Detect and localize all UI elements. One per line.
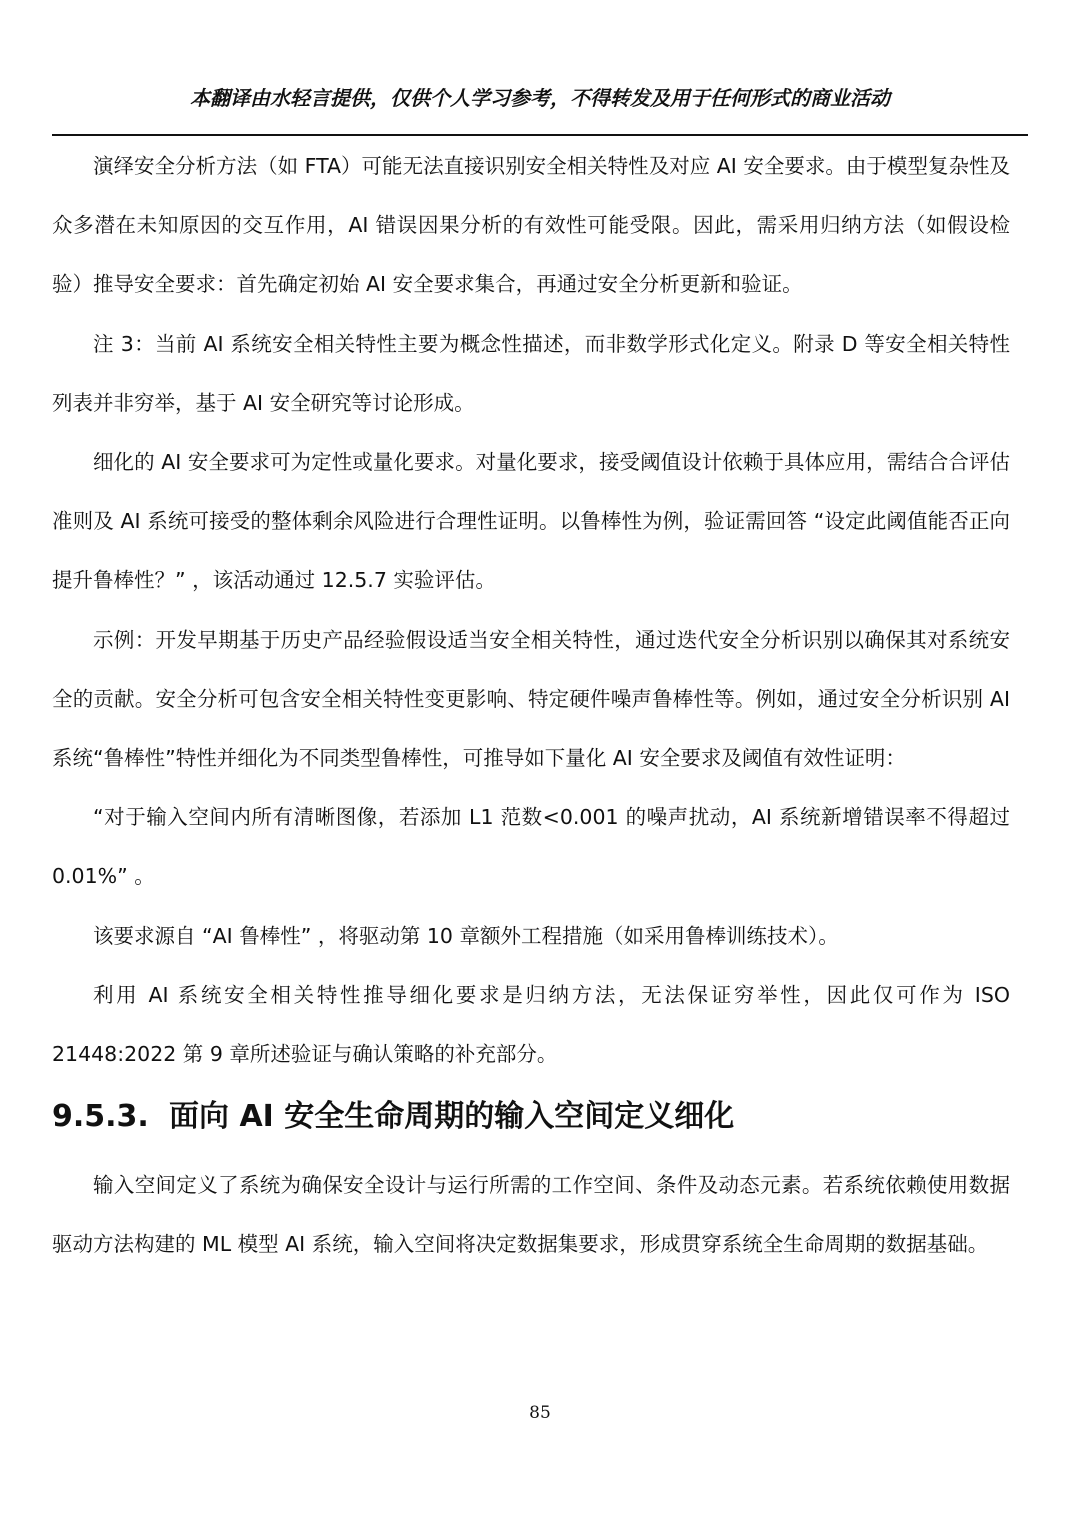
paragraph-quantitative-requirements: 细化的 AI 安全要求可为定性或量化要求。对量化要求，接受阈值设计依赖于具体应用，需结合合评估准则及 AI 系统可接受的整体剩余风险进行合理性证明。以鲁棒性为例，验证需回答 “设定此阈值能否正向提升鲁棒性？” ，该活动通过 12.5.7 实验评估。 [52,450,1010,593]
paragraph-deductive-methods: 演绎安全分析方法（如 FTA）可能无法直接识别安全相关特性及对应 AI 安全要求。由于模型复杂性及众多潜在未知原因的交互作用，AI 错误因果分析的有效性可能受限。因此，需采用归纳方法（如假设检验）推导安全要求：首先确定初始 AI 安全要求集合，再通过安全分析更新和验证。 [52,154,1010,297]
paragraph-example: 示例：开发早期基于历史产品经验假设适当安全相关特性，通过迭代安全分析识别以确保其对系统安全的贡献。安全分析可包含安全相关特性变更影响、特定硬件噪声鲁棒性等。例如，通过安全分析识别 AI 系统“鲁棒性”特性并细化为不同类型鲁棒性，可推导如下量化 AI 安全要求及阈值有效性证明： [52,627,1010,771]
section-heading [52,1086,1010,1148]
section-number: 9.5.3. [52,1099,149,1135]
header-divider [52,134,1028,136]
page-number: 85 [529,1403,551,1423]
paragraph-example-quote: “对于输入空间内所有清晰图像，若添加 L1 范数<0.001 的噪声扰动，AI 系统新增错误率不得超过 0.01%” 。 [52,805,1010,889]
paragraph-input-space: 输入空间定义了系统为确保安全设计与运行所需的工作空间、条件及动态元素。若系统依赖使用数据驱动方法构建的 ML 模型 AI 系统，输入空间将决定数据集要求，形成贯穿系统全生命周期的数据基础。 [52,1173,1010,1257]
paragraph-requirement-source: 该要求源自 “AI 鲁棒性” ，将驱动第 10 章额外工程措施（如采用鲁棒训练技术）。 [93,923,839,948]
section-title: 面向 AI 安全生命周期的输入空间定义细化 [169,1099,735,1135]
paragraph-inductive-method: 利用 AI 系统安全相关特性推导细化要求是归纳方法，无法保证穷举性，因此仅可作为 ISO 21448:2022 第 9 章所述验证与确认策略的补充部分。 [52,982,1010,1067]
body-text [52,137,1010,1275]
page-header: 本翻译由水轻言提供，仅供个人学习参考，不得转发及用于任何形式的商业活动 [190,86,890,110]
paragraph-note-3: 注 3：当前 AI 系统安全相关特性主要为概念性描述，而非数学形式化定义。附录 D 等安全相关特性列表并非穷举，基于 AI 安全研究等讨论形成。 [52,331,1010,415]
